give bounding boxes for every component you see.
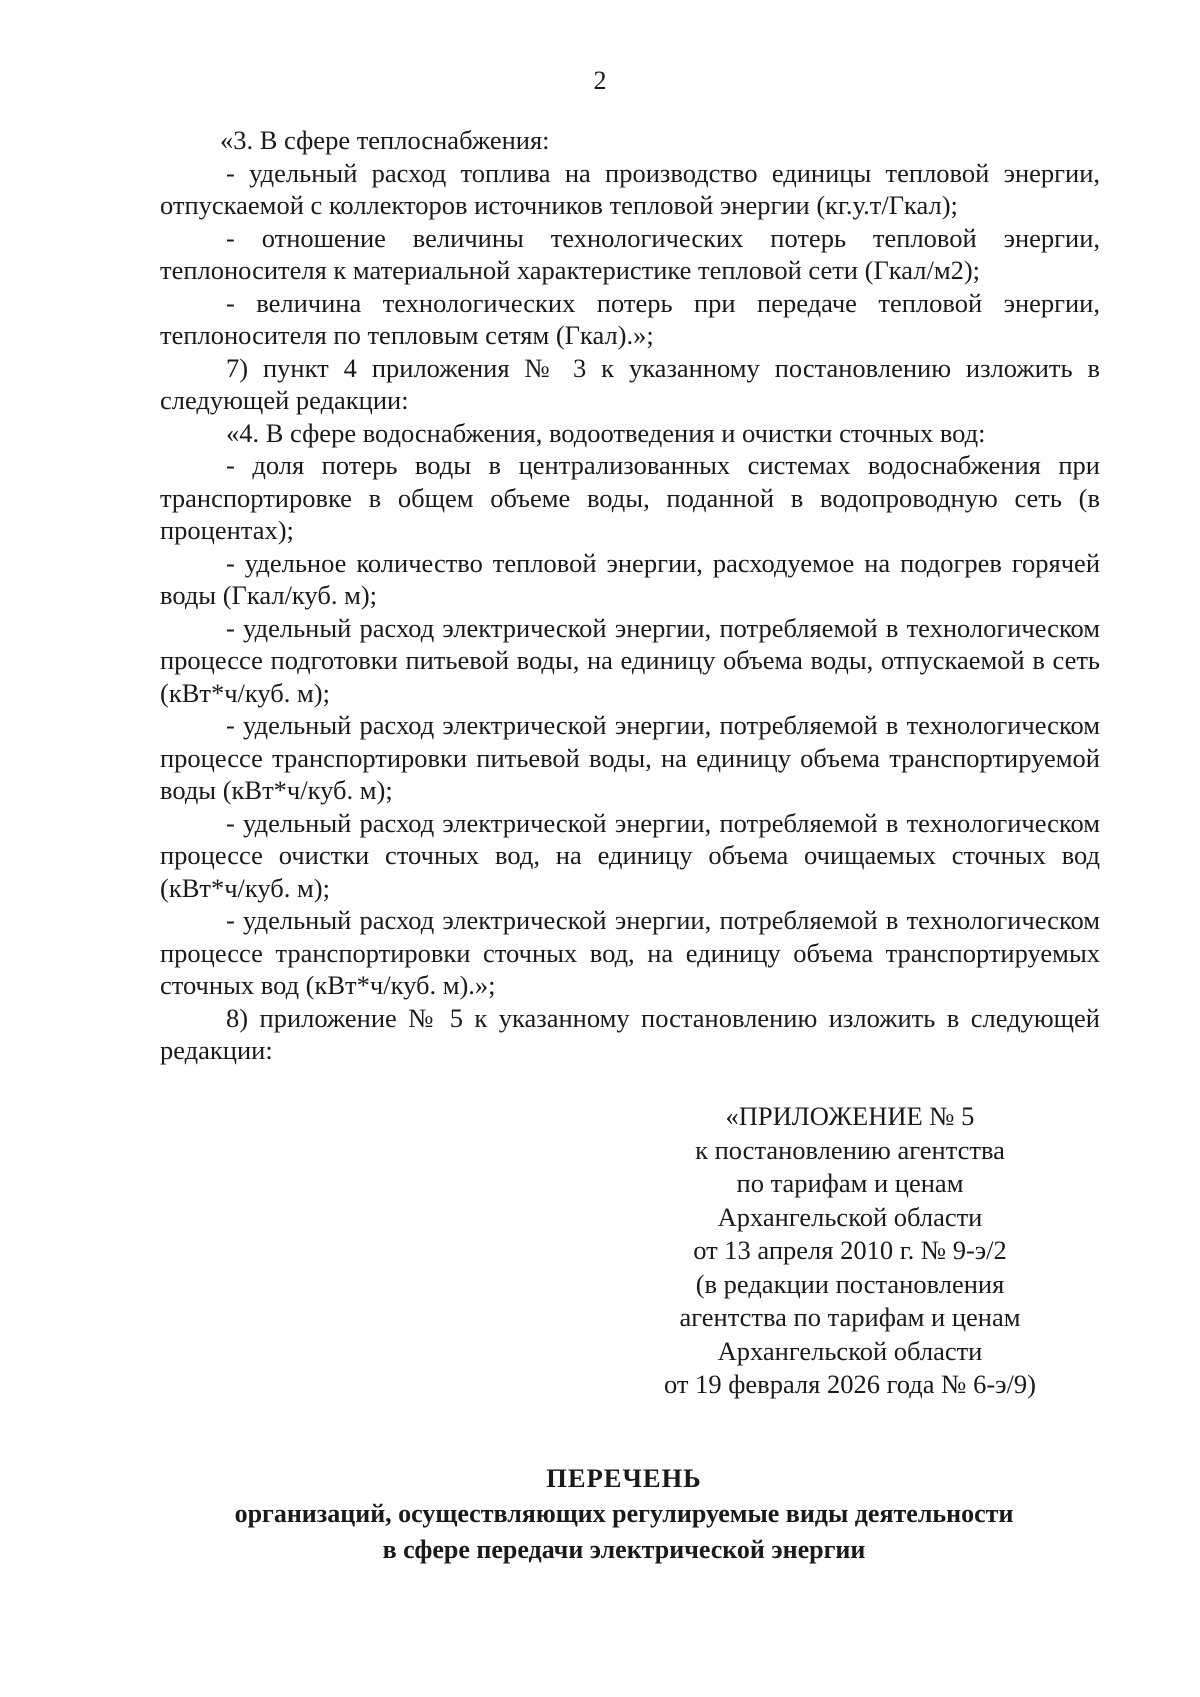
paragraph-hot-water-heat: - удельное количество тепловой энергии, расходуемое на подогрев горячей воды (Гкал/куб. м); (160, 547, 1100, 610)
document-body (160, 124, 1100, 1067)
page-number: 2 (593, 66, 607, 95)
annex-line: к постановлению агентства (695, 1134, 1005, 1165)
annex-line: «ПРИЛОЖЕНИЕ № 5 (725, 1101, 975, 1131)
annex-line: (в редакции постановления (695, 1268, 1005, 1299)
annex-line: от 19 февраля 2026 года № 6-э/9) (664, 1369, 1036, 1399)
annex-line: агентства по тарифам и ценам (679, 1302, 1021, 1332)
paragraph-heat-loss-ratio: - отношение величины технологических потерь тепловой энергии, теплоносителя к материальной характеристике тепловой сети (Гкал/м2); (160, 222, 1100, 285)
paragraph-electricity-treatment: - удельный расход электрической энергии, потребляемой в технологическом процессе очистки сточных вод, на единицу объема очищаемых сточных вод (кВт*ч/куб. м); (160, 807, 1100, 903)
list-title: ПЕРЕЧЕНЬ (546, 1463, 702, 1493)
list-title-block (0, 1460, 1200, 1568)
annex-header (620, 1100, 1080, 1402)
paragraph-item-7: 7) пункт 4 приложения № 3 к указанному постановлению изложить в следующей редакции: (160, 352, 1100, 415)
paragraph-heat-loss: - величина технологических потерь при передаче тепловой энергии, теплоносителя по тепловым сетям (Гкал).»; (160, 287, 1100, 350)
annex-line: Архангельской области (717, 1201, 983, 1232)
annex-line: от 13 апреля 2010 г. № 9-э/2 (693, 1235, 1007, 1265)
paragraph-electricity-sewage-transport: - удельный расход электрической энергии, потребляемой в технологическом процессе транспортировки сточных вод, на единицу объема транспортируемых сточных вод (кВт*ч/куб. м).»; (160, 905, 1100, 1000)
annex-line: Архангельской области (717, 1335, 983, 1366)
paragraph-water-heading: «4. В сфере водоснабжения, водоотведения и очистки сточных вод: (226, 417, 986, 448)
list-subtitle-line-2: в сфере передачи электрической энергии (382, 1535, 866, 1564)
paragraph-item-8: 8) приложение № 5 к указанному постановлению изложить в следующей редакции: (160, 1002, 1100, 1065)
paragraph-water-loss: - доля потерь воды в централизованных системах водоснабжения при транспортировке в общем объеме воды, поданной в водопроводную сеть (в процентах); (160, 450, 1100, 545)
list-subtitle-line-1: организаций, осуществляющих регулируемые виды деятельности (234, 1499, 1014, 1528)
annex-line: по тарифам и ценам (736, 1168, 964, 1198)
paragraph-heat-heading: «3. В сфере теплоснабжения: (220, 125, 550, 155)
paragraph-electricity-transport: - удельный расход электрической энергии, потребляемой в технологическом процессе транспортировки питьевой воды, на единицу объема транспортируемой воды (кВт*ч/куб. м); (160, 710, 1100, 805)
paragraph-fuel-consumption: - удельный расход топлива на производство единицы тепловой энергии, отпускаемой с коллекторов источников тепловой энергии (кг.у.т/Гкал); (160, 157, 1100, 220)
paragraph-electricity-preparation: - удельный расход электрической энергии, потребляемой в технологическом процессе подготовки питьевой воды, на единицу объема воды, отпускаемой в сеть (кВт*ч/куб. м); (160, 612, 1100, 708)
